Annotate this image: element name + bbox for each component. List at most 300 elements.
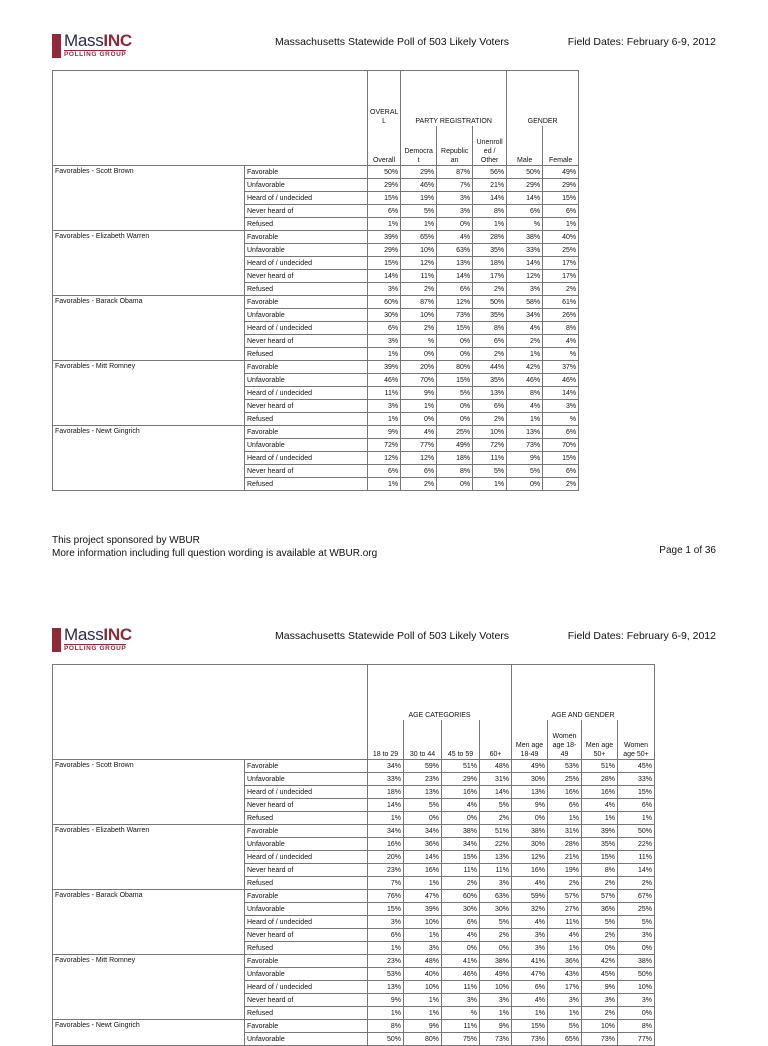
table-cell: 60% xyxy=(442,890,480,903)
table-cell: 21% xyxy=(548,851,582,864)
table-cell: 15% xyxy=(618,786,655,799)
info-note: More information including full question wording is available at WBUR.org xyxy=(52,548,378,559)
table-cell: 38% xyxy=(480,955,512,968)
response-label: Favorable xyxy=(245,1020,368,1033)
question-label: Favorables - Barack Obama xyxy=(53,890,245,955)
table-cell: 15% xyxy=(368,903,404,916)
question-label: Favorables - Barack Obama xyxy=(53,296,245,361)
poll-title: Massachusetts Statewide Poll of 503 Likely Voters xyxy=(275,36,510,48)
table-cell: 1% xyxy=(368,348,401,361)
question-label: Favorables - Elizabeth Warren xyxy=(53,231,245,296)
table-cell: 38% xyxy=(507,231,543,244)
table-cell: 33% xyxy=(368,773,404,786)
table-cell: 1% xyxy=(548,1007,582,1020)
table-cell: 10% xyxy=(404,916,442,929)
response-label: Heard of / undecided xyxy=(245,192,368,205)
table-cell: 15% xyxy=(543,192,579,205)
table-cell: 36% xyxy=(404,838,442,851)
table-row xyxy=(53,231,579,244)
table-cell: 10% xyxy=(401,309,437,322)
table-row xyxy=(53,890,655,903)
response-label: Unfavorable xyxy=(245,309,368,322)
table-cell: 6% xyxy=(473,400,507,413)
table-cell: 13% xyxy=(480,851,512,864)
table-cell: % xyxy=(401,335,437,348)
table-cell: 11% xyxy=(473,452,507,465)
response-label: Favorable xyxy=(245,890,368,903)
table-cell: 6% xyxy=(543,465,579,478)
table-cell: 3% xyxy=(548,994,582,1007)
table-cell: 2% xyxy=(473,348,507,361)
table-cell: 43% xyxy=(548,968,582,981)
table-cell: 49% xyxy=(543,166,579,179)
table-cell: 30% xyxy=(368,309,401,322)
response-label: Heard of / undecided xyxy=(245,322,368,335)
table-cell: 5% xyxy=(473,465,507,478)
table-cell: 11% xyxy=(548,916,582,929)
table-cell: 8% xyxy=(582,864,618,877)
table-cell: 29% xyxy=(368,244,401,257)
table-cell: 12% xyxy=(512,851,548,864)
table-cell: 67% xyxy=(618,890,655,903)
table-cell: 50% xyxy=(473,296,507,309)
table-cell: 77% xyxy=(618,1033,655,1046)
table-cell: 53% xyxy=(548,760,582,773)
table-cell: 15% xyxy=(368,257,401,270)
response-label: Refused xyxy=(245,1007,368,1020)
response-label: Never heard of xyxy=(245,270,368,283)
question-label: Favorables - Scott Brown xyxy=(53,166,245,231)
crosstab-table-2 xyxy=(52,664,655,1046)
table-cell: 31% xyxy=(480,773,512,786)
table-cell: 1% xyxy=(480,1007,512,1020)
field-dates: Field Dates: February 6-9, 2012 xyxy=(567,630,716,642)
table-cell: 0% xyxy=(437,348,473,361)
response-label: Heard of / undecided xyxy=(245,916,368,929)
column-header: Republic an xyxy=(437,126,473,166)
table-cell: 33% xyxy=(618,773,655,786)
table-cell: 2% xyxy=(582,877,618,890)
table-cell: 2% xyxy=(618,877,655,890)
table-cell: 0% xyxy=(437,478,473,491)
table-cell: 4% xyxy=(507,322,543,335)
table-cell: 15% xyxy=(368,192,401,205)
table-cell: 23% xyxy=(368,955,404,968)
column-header: Women age 50+ xyxy=(618,720,655,760)
table-cell: 11% xyxy=(401,270,437,283)
table-cell: 1% xyxy=(404,1007,442,1020)
table-cell: 6% xyxy=(401,465,437,478)
table-cell: 4% xyxy=(437,231,473,244)
group-gender: GENDER xyxy=(507,71,579,126)
question-label: Favorables - Mitt Romney xyxy=(53,361,245,426)
table-cell: 38% xyxy=(512,825,548,838)
table-cell: 70% xyxy=(401,374,437,387)
table-cell: 9% xyxy=(512,799,548,812)
table-cell: 8% xyxy=(543,322,579,335)
table-cell: 46% xyxy=(507,374,543,387)
response-label: Never heard of xyxy=(245,929,368,942)
table-cell: 1% xyxy=(401,400,437,413)
table-cell: 33% xyxy=(507,244,543,257)
table-cell: 6% xyxy=(543,205,579,218)
table-cell: 9% xyxy=(404,1020,442,1033)
table-cell: 0% xyxy=(437,335,473,348)
table-cell: 6% xyxy=(512,981,548,994)
table-cell: 3% xyxy=(404,942,442,955)
table-cell: 56% xyxy=(473,166,507,179)
table-cell: 0% xyxy=(618,1007,655,1020)
table-cell: 6% xyxy=(368,929,404,942)
table-row xyxy=(53,426,579,439)
header-blank xyxy=(53,71,368,166)
table-cell: 4% xyxy=(442,929,480,942)
table-cell: 57% xyxy=(548,890,582,903)
table-cell: 5% xyxy=(507,465,543,478)
table-cell: 15% xyxy=(437,374,473,387)
group-age-categories: AGE CATEGORIES xyxy=(368,665,512,720)
table-cell: 12% xyxy=(437,296,473,309)
table-cell: 29% xyxy=(368,179,401,192)
table-cell: 6% xyxy=(368,205,401,218)
table-cell: 39% xyxy=(368,361,401,374)
table-cell: 8% xyxy=(507,387,543,400)
table-cell: 6% xyxy=(507,205,543,218)
response-label: Refused xyxy=(245,283,368,296)
table-cell: 14% xyxy=(473,192,507,205)
table-cell: 8% xyxy=(473,322,507,335)
table-cell: 75% xyxy=(442,1033,480,1046)
table-cell: 3% xyxy=(618,929,655,942)
table-cell: 1% xyxy=(473,478,507,491)
table-row xyxy=(53,1020,655,1033)
table-cell: 34% xyxy=(404,825,442,838)
table-cell: 1% xyxy=(404,877,442,890)
table-row xyxy=(53,296,579,309)
table-cell: 12% xyxy=(401,257,437,270)
table-cell: 0% xyxy=(437,400,473,413)
table-cell: 3% xyxy=(480,994,512,1007)
table-cell: 16% xyxy=(582,786,618,799)
response-label: Unfavorable xyxy=(245,838,368,851)
table-cell: 30% xyxy=(480,903,512,916)
table-cell: 15% xyxy=(582,851,618,864)
table-cell: 1% xyxy=(404,929,442,942)
table-cell: 14% xyxy=(480,786,512,799)
table-cell: 25% xyxy=(548,773,582,786)
column-header: Men age 50+ xyxy=(582,720,618,760)
table-cell: 1% xyxy=(582,812,618,825)
column-header: Female xyxy=(543,126,579,166)
table-cell: 3% xyxy=(582,994,618,1007)
table-cell: 3% xyxy=(368,400,401,413)
table-cell: 20% xyxy=(368,851,404,864)
question-label: Favorables - Scott Brown xyxy=(53,760,245,825)
table-cell: 60% xyxy=(368,296,401,309)
table-cell: 16% xyxy=(512,864,548,877)
logo-text-accent: INC xyxy=(103,625,132,644)
table-cell: 16% xyxy=(368,838,404,851)
table-cell: 50% xyxy=(368,1033,404,1046)
table-cell: 32% xyxy=(512,903,548,916)
table-cell: 4% xyxy=(442,799,480,812)
response-label: Favorable xyxy=(245,426,368,439)
table-cell: 13% xyxy=(512,786,548,799)
response-label: Unfavorable xyxy=(245,374,368,387)
table-cell: 0% xyxy=(437,218,473,231)
table-cell: 49% xyxy=(512,760,548,773)
table-cell: % xyxy=(543,413,579,426)
field-dates: Field Dates: February 6-9, 2012 xyxy=(567,36,716,48)
table-cell: 65% xyxy=(548,1033,582,1046)
table-cell: 12% xyxy=(401,452,437,465)
table-cell: 87% xyxy=(401,296,437,309)
response-label: Never heard of xyxy=(245,335,368,348)
table-cell: 58% xyxy=(507,296,543,309)
table-cell: 4% xyxy=(401,426,437,439)
table-cell: 3% xyxy=(543,400,579,413)
table-cell: 38% xyxy=(442,825,480,838)
table-cell: 2% xyxy=(543,478,579,491)
table-cell: 63% xyxy=(480,890,512,903)
table-cell: 2% xyxy=(480,929,512,942)
table-cell: 15% xyxy=(437,322,473,335)
table-cell: 50% xyxy=(368,166,401,179)
table-cell: 3% xyxy=(618,994,655,1007)
table-cell: 21% xyxy=(473,179,507,192)
table-cell: 0% xyxy=(404,812,442,825)
table-cell: 14% xyxy=(368,799,404,812)
logo-mark-icon xyxy=(52,628,61,652)
table-cell: 11% xyxy=(618,851,655,864)
table-cell: 31% xyxy=(548,825,582,838)
table-cell: 10% xyxy=(582,1020,618,1033)
response-label: Unfavorable xyxy=(245,968,368,981)
table-cell: 13% xyxy=(437,257,473,270)
table-cell: 16% xyxy=(548,786,582,799)
table-cell: 10% xyxy=(480,981,512,994)
table-cell: 1% xyxy=(543,218,579,231)
table-cell: 50% xyxy=(618,968,655,981)
response-label: Refused xyxy=(245,218,368,231)
table-cell: 17% xyxy=(473,270,507,283)
response-label: Heard of / undecided xyxy=(245,452,368,465)
table-cell: 3% xyxy=(512,942,548,955)
column-header: Overall xyxy=(368,126,401,166)
table-cell: 2% xyxy=(480,812,512,825)
table-cell: 13% xyxy=(404,786,442,799)
table-cell: 34% xyxy=(442,838,480,851)
table-cell: 73% xyxy=(582,1033,618,1046)
table-cell: 9% xyxy=(582,981,618,994)
table-cell: % xyxy=(543,348,579,361)
table-cell: 53% xyxy=(368,968,404,981)
table-cell: 5% xyxy=(437,387,473,400)
table-cell: 87% xyxy=(437,166,473,179)
response-label: Favorable xyxy=(245,166,368,179)
table-cell: 2% xyxy=(401,478,437,491)
table-cell: 11% xyxy=(480,864,512,877)
table-cell: 2% xyxy=(582,929,618,942)
table-cell: 13% xyxy=(507,426,543,439)
table-cell: 36% xyxy=(582,903,618,916)
table-cell: 41% xyxy=(512,955,548,968)
table-cell: 73% xyxy=(512,1033,548,1046)
response-label: Refused xyxy=(245,478,368,491)
table-cell: 40% xyxy=(543,231,579,244)
response-label: Favorable xyxy=(245,760,368,773)
response-label: Unfavorable xyxy=(245,773,368,786)
table-cell: 25% xyxy=(437,426,473,439)
response-label: Never heard of xyxy=(245,799,368,812)
massinc-logo xyxy=(52,625,134,652)
table-cell: 16% xyxy=(404,864,442,877)
table-cell: 48% xyxy=(404,955,442,968)
table-cell: 3% xyxy=(442,994,480,1007)
column-header: 60+ xyxy=(480,720,512,760)
table-cell: 9% xyxy=(368,426,401,439)
response-label: Refused xyxy=(245,812,368,825)
table-cell: 19% xyxy=(548,864,582,877)
table-cell: 4% xyxy=(512,916,548,929)
table-cell: 15% xyxy=(543,452,579,465)
table-cell: 5% xyxy=(618,916,655,929)
table-cell: 4% xyxy=(548,929,582,942)
table-cell: 45% xyxy=(582,968,618,981)
response-label: Never heard of xyxy=(245,864,368,877)
table-cell: 6% xyxy=(442,916,480,929)
table-row xyxy=(53,825,655,838)
response-label: Heard of / undecided xyxy=(245,851,368,864)
table-cell: 8% xyxy=(368,1020,404,1033)
table-cell: 26% xyxy=(543,309,579,322)
logo-text: Mass xyxy=(64,625,104,644)
table-cell: 28% xyxy=(548,838,582,851)
table-cell: 47% xyxy=(404,890,442,903)
table-cell: 34% xyxy=(368,825,404,838)
table-cell: 6% xyxy=(548,799,582,812)
table-cell: 4% xyxy=(512,994,548,1007)
table-cell: 29% xyxy=(543,179,579,192)
table-cell: 28% xyxy=(582,773,618,786)
table-cell: 1% xyxy=(368,413,401,426)
table-cell: 25% xyxy=(543,244,579,257)
table-cell: 4% xyxy=(507,400,543,413)
response-label: Unfavorable xyxy=(245,903,368,916)
table-cell: 8% xyxy=(618,1020,655,1033)
table-cell: 76% xyxy=(368,890,404,903)
table-cell: 5% xyxy=(548,1020,582,1033)
table-cell: 7% xyxy=(368,877,404,890)
table-cell: 1% xyxy=(548,942,582,955)
table-cell: 0% xyxy=(618,942,655,955)
column-header: Men age 18-49 xyxy=(512,720,548,760)
table-cell: 20% xyxy=(401,361,437,374)
table-cell: 17% xyxy=(543,270,579,283)
table-cell: 14% xyxy=(437,270,473,283)
table-cell: 49% xyxy=(480,968,512,981)
response-label: Never heard of xyxy=(245,205,368,218)
table-cell: 72% xyxy=(473,439,507,452)
table-cell: 51% xyxy=(480,825,512,838)
table-cell: 59% xyxy=(404,760,442,773)
table-cell: 30% xyxy=(442,903,480,916)
table-cell: 8% xyxy=(437,465,473,478)
table-cell: 39% xyxy=(368,231,401,244)
table-cell: 36% xyxy=(548,955,582,968)
table-cell: 0% xyxy=(582,942,618,955)
table-cell: 5% xyxy=(480,799,512,812)
table-cell: 1% xyxy=(401,218,437,231)
table-cell: 1% xyxy=(368,218,401,231)
table-cell: 46% xyxy=(442,968,480,981)
table-cell: 3% xyxy=(437,192,473,205)
table-cell: 15% xyxy=(512,1020,548,1033)
table-cell: % xyxy=(507,218,543,231)
table-cell: 50% xyxy=(507,166,543,179)
table-cell: 3% xyxy=(368,335,401,348)
table-cell: 46% xyxy=(368,374,401,387)
table-cell: 50% xyxy=(618,825,655,838)
table-cell: 14% xyxy=(404,851,442,864)
table-cell: 59% xyxy=(512,890,548,903)
page-2 xyxy=(0,594,768,1043)
table-cell: 10% xyxy=(618,981,655,994)
question-label: Favorables - Newt Gingrich xyxy=(53,1020,245,1046)
table-cell: 12% xyxy=(507,270,543,283)
table-cell: 9% xyxy=(368,994,404,1007)
group-overall: OVERAL L xyxy=(368,71,401,126)
table-cell: 11% xyxy=(442,981,480,994)
logo-text: Mass xyxy=(64,31,104,50)
column-header: 30 to 44 xyxy=(404,720,442,760)
table-cell: 39% xyxy=(582,825,618,838)
table-cell: 46% xyxy=(543,374,579,387)
table-row xyxy=(53,361,579,374)
column-header: Democra t xyxy=(401,126,437,166)
table-cell: 35% xyxy=(582,838,618,851)
question-label: Favorables - Elizabeth Warren xyxy=(53,825,245,890)
table-cell: 1% xyxy=(368,942,404,955)
sponsor-note: This project sponsored by WBUR xyxy=(52,535,200,546)
question-label: Favorables - Newt Gingrich xyxy=(53,426,245,491)
table-cell: 27% xyxy=(548,903,582,916)
table-cell: 0% xyxy=(442,942,480,955)
table-cell: 11% xyxy=(442,864,480,877)
column-header: Unenroll ed / Other xyxy=(473,126,507,166)
table-cell: 41% xyxy=(442,955,480,968)
table-cell: 35% xyxy=(473,244,507,257)
table-cell: 1% xyxy=(507,413,543,426)
response-label: Refused xyxy=(245,877,368,890)
response-label: Refused xyxy=(245,413,368,426)
table-cell: 49% xyxy=(437,439,473,452)
table-cell: 2% xyxy=(442,877,480,890)
logo-mark-icon xyxy=(52,34,61,58)
table-cell: 15% xyxy=(442,851,480,864)
table-cell: 3% xyxy=(368,916,404,929)
table-cell: 34% xyxy=(368,760,404,773)
header-blank xyxy=(53,665,368,760)
table-cell: 35% xyxy=(473,309,507,322)
table-cell: 65% xyxy=(401,231,437,244)
table-cell: 11% xyxy=(442,1020,480,1033)
table-cell: 40% xyxy=(404,968,442,981)
table-cell: 2% xyxy=(401,322,437,335)
table-cell: 22% xyxy=(480,838,512,851)
table-cell: 13% xyxy=(368,981,404,994)
table-cell: 80% xyxy=(437,361,473,374)
